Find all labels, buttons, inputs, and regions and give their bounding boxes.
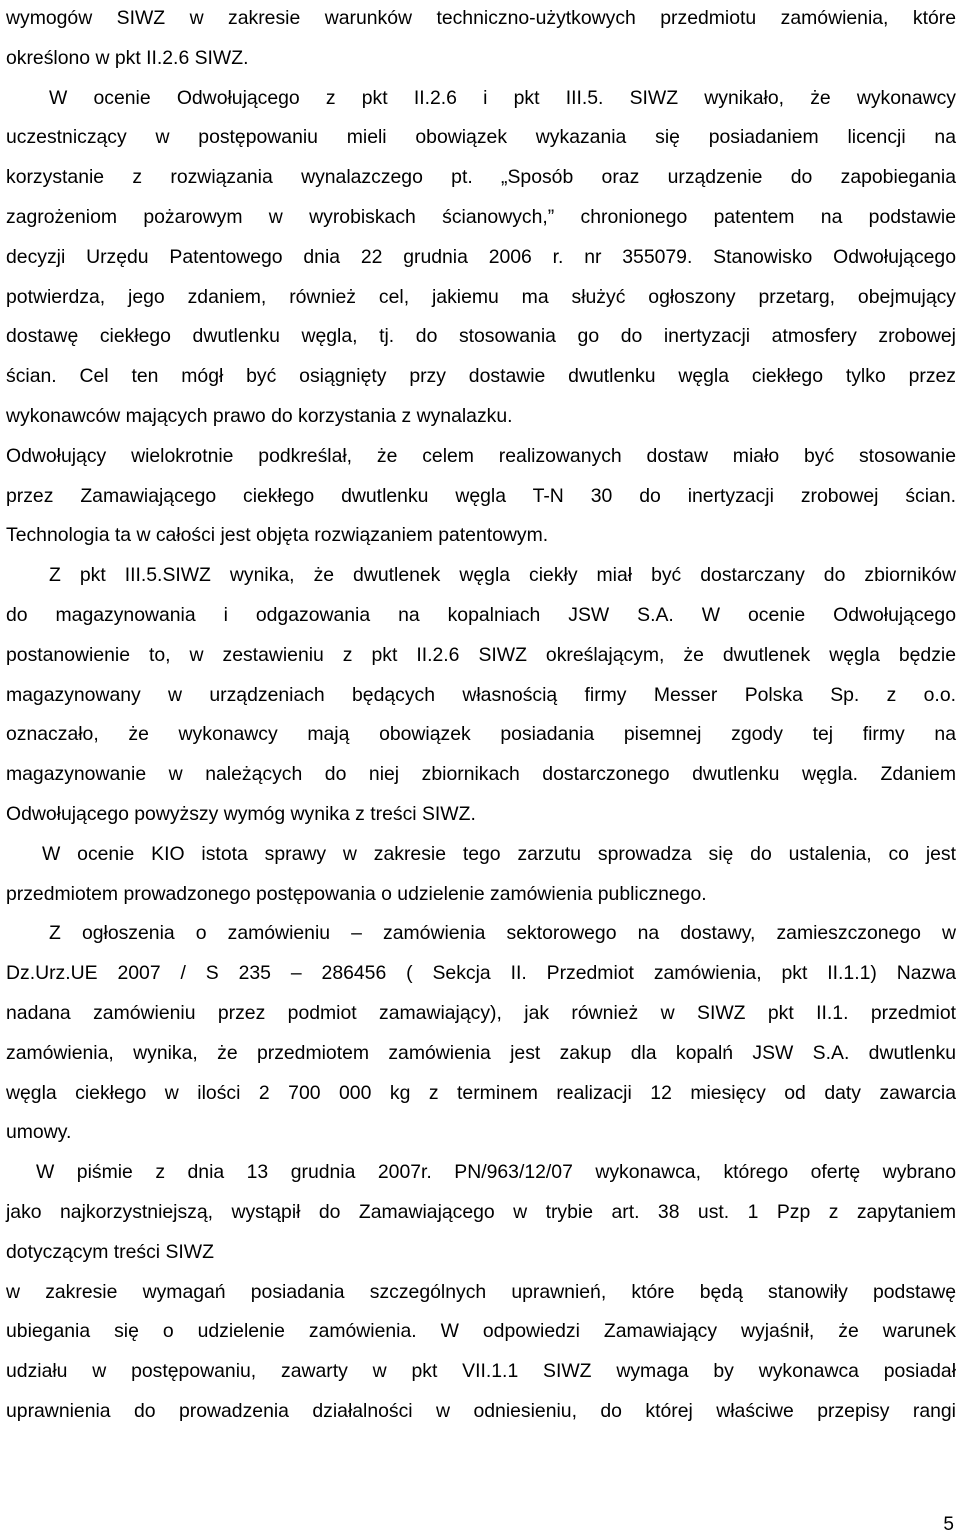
text-line: zamówienia, wynika, że przedmiotem zamówienia jest zakup dla kopalń JSW S.A. dwutlenku — [6, 1041, 956, 1064]
text-line: uprawnienia do prowadzenia działalności w odniesieniu, do której właściwe przepisy rangi — [6, 1399, 956, 1422]
text-line: Odwołujący wielokrotnie podkreślał, że celem realizowanych dostaw miało być stosowanie — [6, 444, 956, 467]
text-line: przez Zamawiającego ciekłego dwutlenku węgla T-N 30 do inertyzacji zrobowej ścian. — [6, 484, 956, 507]
text-line: W ocenie Odwołującego z pkt II.2.6 i pkt III.5. SIWZ wynikało, że wykonawcy — [49, 86, 956, 109]
text-line: określono w pkt II.2.6 SIWZ. — [6, 46, 249, 69]
text-line: Z pkt III.5.SIWZ wynika, że dwutlenek węgla ciekły miał być dostarczany do zbiorników — [49, 564, 956, 587]
text-line: dostawę ciekłego dwutlenku węgla, tj. do stosowania go do inertyzacji atmosfery zrobowej — [6, 325, 956, 348]
text-line: przedmiotem prowadzonego postępowania o udzielenie zamówienia publicznego. — [6, 882, 707, 905]
text-line: Odwołującego powyższy wymóg wynika z treści SIWZ. — [6, 802, 476, 825]
text-line: Z ogłoszenia o zamówieniu – zamówienia sektorowego na dostawy, zamieszczonego w — [49, 922, 956, 945]
text-line: magazynowanie w należących do niej zbiornikach dostarczonego dwutlenku węgla. Zdaniem — [6, 763, 956, 786]
text-line: W ocenie KIO istota sprawy w zakresie tego zarzutu sprowadza się do ustalenia, co jest — [42, 842, 956, 865]
text-line: Dz.Urz.UE 2007 / S 235 – 286456 ( Sekcja II. Przedmiot zamówienia, pkt II.1.1) Nazwa — [6, 962, 956, 985]
text-line: węgla ciekłego w ilości 2 700 000 kg z terminem realizacji 12 miesięcy od daty zawarcia — [6, 1081, 956, 1104]
text-line: Technologia ta w całości jest objęta rozwiązaniem patentowym. — [6, 524, 549, 547]
text-line: dotyczącym treści SIWZ — [6, 1240, 214, 1263]
text-line: decyzji Urzędu Patentowego dnia 22 grudnia 2006 r. nr 355079. Stanowisko Odwołującego — [6, 245, 956, 268]
text-line: ścian. Cel ten mógł być osiągnięty przy dostawie dwutlenku węgla ciekłego tylko przez — [6, 365, 956, 388]
document-body — [6, 0, 956, 1432]
text-line: oznaczało, że wykonawcy mają obowiązek posiadania pisemnej zgody tej firmy na — [6, 723, 956, 746]
text-line: magazynowany w urządzeniach będących własnością firmy Messer Polska Sp. z o.o. — [6, 683, 956, 706]
text-line: jako najkorzystniejszą, wystąpił do Zamawiającego w trybie art. 38 ust. 1 Pzp z zapytaniem — [6, 1200, 956, 1223]
text-line: W piśmie z dnia 13 grudnia 2007r. PN/963/12/07 wykonawca, którego ofertę wybrano — [36, 1161, 956, 1184]
text-line: ubiegania się o udzielenie zamówienia. W odpowiedzi Zamawiający wyjaśnił, że warunek — [6, 1320, 956, 1343]
text-line: postanowienie to, w zestawieniu z pkt II.2.6 SIWZ określającym, że dwutlenek węgla będzie — [6, 643, 956, 666]
text-line: udziału w postępowaniu, zawarty w pkt VII.1.1 SIWZ wymaga by wykonawca posiadał — [6, 1360, 956, 1383]
text-line: wymogów SIWZ w zakresie warunków techniczno-użytkowych przedmiotu zamówienia, które — [6, 7, 956, 29]
text-line: korzystanie z rozwiązania wynalazczego pt. „Sposób oraz urządzenie do zapobiegania — [6, 166, 956, 189]
text-line: wykonawców mających prawo do korzystania z wynalazku. — [6, 404, 513, 427]
text-line: uczestniczący w postępowaniu mieli obowiązek wykazania się posiadaniem licencji na — [6, 126, 956, 149]
text-line: do magazynowania i odgazowania na kopalniach JSW S.A. W ocenie Odwołującego — [6, 603, 956, 626]
text-line: nadana zamówieniu przez podmiot zamawiający), jak również w SIWZ pkt II.1. przedmiot — [6, 1001, 956, 1024]
text-line: zagrożeniom pożarowym w wyrobiskach ścianowych,” chronionego patentem na podstawie — [6, 205, 956, 228]
text-line: w zakresie wymagań posiadania szczególnych uprawnień, które będą stanowiły podstawę — [6, 1280, 956, 1303]
page-number: 5 — [943, 1514, 954, 1535]
text-line: umowy. — [6, 1121, 72, 1144]
text-line: potwierdza, jego zdaniem, również cel, jakiemu ma służyć ogłoszony przetarg, obejmujący — [6, 285, 956, 308]
